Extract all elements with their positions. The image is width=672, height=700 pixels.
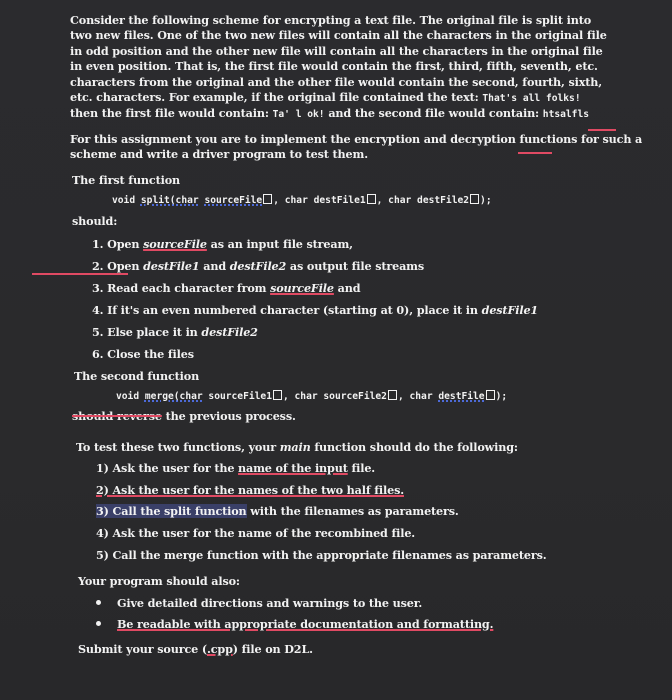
- margin-mark-2: [518, 152, 552, 154]
- main-step-1: 1) Ask the user for the name of the input file.: [96, 461, 376, 475]
- split-signature: void split(char sourceFile , char destFile1 , char destFile2 );: [112, 195, 492, 206]
- split-step-4: 4. If it's an even numbered character (starting at 0), place it in destFile1: [92, 303, 539, 317]
- intro-paragraph: [70, 13, 610, 123]
- main-step-5: 5) Call the merge function with the appropriate filenames as parameters.: [96, 548, 547, 562]
- main-step-2: 2) Ask the user for the names of the two half files.: [96, 483, 404, 497]
- intro-text: Consider the following scheme for encrypting a text file. The original file is split into two new files. One of the two new files will contain all the characters in the original file in odd position and the other new file will contain all the characters in the original file in even position. That is, the first file would contain the first, third, fifth, seventh, etc. characters from the original and the other file would contain the second, fourth, sixth, etc. characters. For example, if the original file contained the text:: [70, 13, 607, 105]
- should-label-1: should:: [72, 214, 118, 228]
- split-step-2: 2. Open destFile1 and destFile2 as output file streams: [92, 259, 425, 273]
- assignment-line-1: For this assignment you are to implement the encryption and decryption functions for such a: [70, 132, 643, 146]
- program-also-item-2: Be readable with appropriate documentation and formatting.: [96, 617, 493, 632]
- submit-line: Submit your source (.cpp) file on D2L.: [78, 642, 313, 656]
- split-step-3: 3. Read each character from sourceFile and: [92, 281, 361, 295]
- should-reverse-line: should reverse the previous process.: [72, 409, 296, 423]
- main-step-4: 4) Ask the user for the name of the recombined file.: [96, 526, 416, 540]
- intro-text-2: then the first file would contain:: [70, 106, 269, 121]
- bullet-icon: [96, 600, 101, 605]
- first-function-heading: The first function: [72, 173, 180, 187]
- split-step-6: 6. Close the files: [92, 347, 194, 361]
- program-also-item-1: Give detailed directions and warnings to the user.: [96, 596, 422, 611]
- assignment-line-2: scheme and write a driver program to test them.: [70, 147, 368, 161]
- split-step-5: 5. Else place it in destFile2: [92, 325, 258, 339]
- split-step-1: 1. Open sourceFile as an input file stream,: [92, 237, 353, 251]
- second-function-heading: The second function: [74, 369, 200, 383]
- main-intro: To test these two functions, your main function should do the following:: [76, 440, 518, 454]
- margin-mark-1: [588, 129, 616, 131]
- intro-example-second: htsalfls: [542, 109, 590, 121]
- main-step-3: 3) Call the split function with the filenames as parameters.: [96, 504, 459, 518]
- intro-example-first: Ta' l ok!: [272, 109, 325, 121]
- merge-signature: void merge(char sourceFile1 , char sourceFile2 , char destFile );: [116, 391, 508, 402]
- bullet-icon: [96, 621, 101, 626]
- intro-text-3: and the second file would contain:: [328, 106, 540, 121]
- intro-example-original: That's all folks!: [482, 93, 581, 105]
- program-also-heading: Your program should also:: [78, 574, 240, 588]
